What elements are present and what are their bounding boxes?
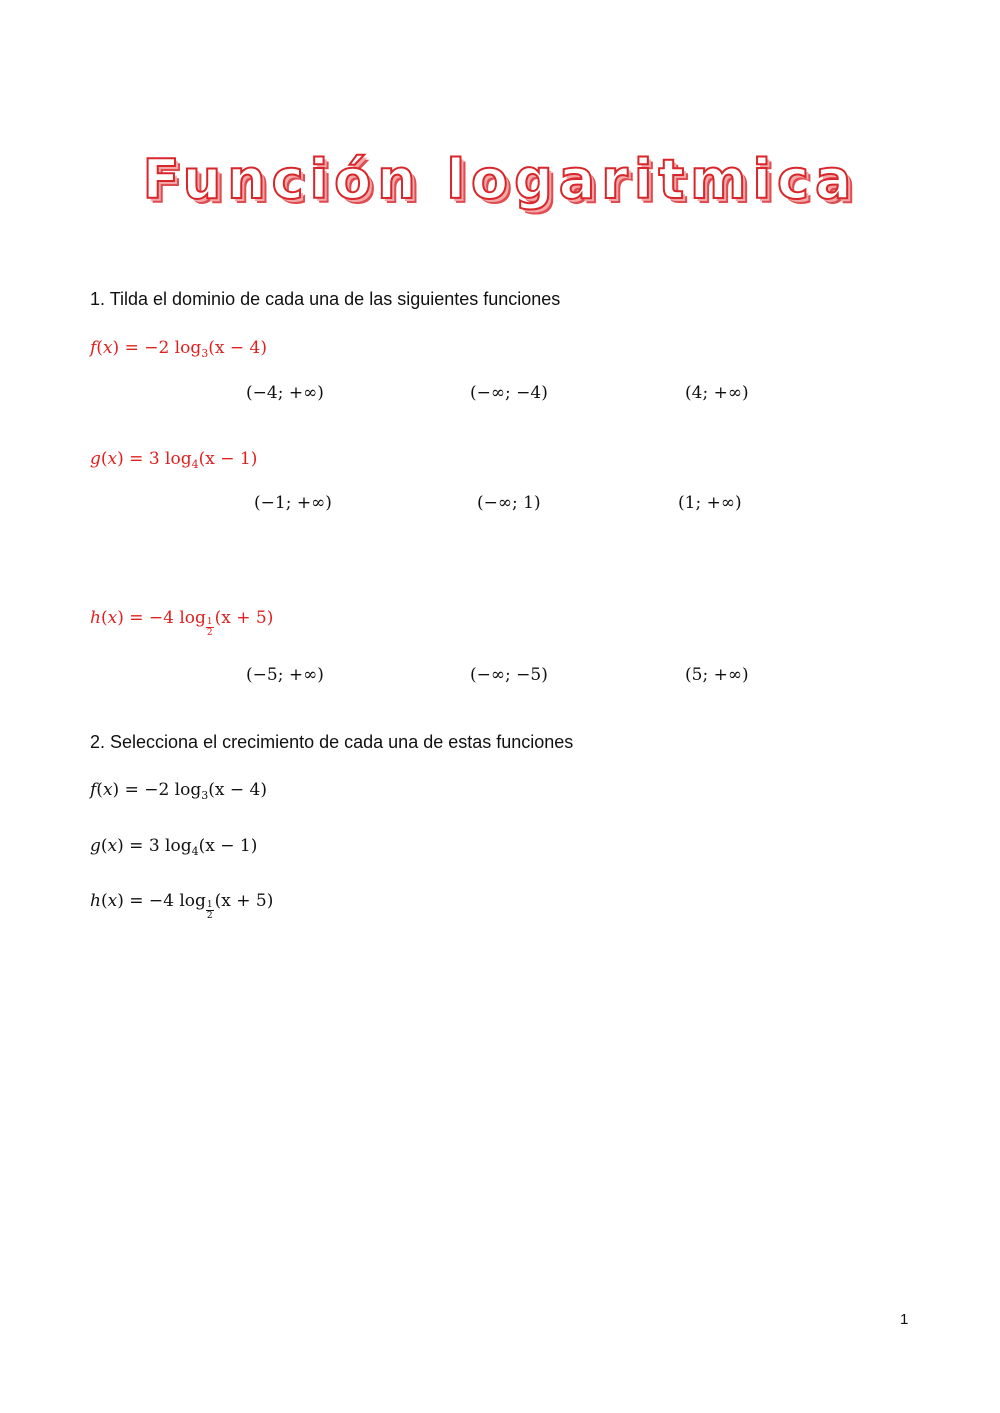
domain-option-h-1[interactable]: (−5; +∞) bbox=[246, 665, 324, 685]
domain-option-f-2[interactable]: (−∞; −4) bbox=[470, 383, 548, 403]
function-h-growth: h(x) = −4 log $\frac{1}{2}$ (x + 5) bbox=[90, 891, 274, 921]
question-1-prompt: 1. Tilda el dominio de cada una de las siguientes funciones bbox=[90, 289, 561, 309]
question-2-prompt: 2. Selecciona el crecimiento de cada una de estas funciones bbox=[90, 732, 574, 752]
function-g-growth: g(x) = 3 $\log_4(x - 1)$ bbox=[90, 836, 258, 858]
function-g-domain: g(x) = 3 $\log_4(x - 1)$ bbox=[90, 449, 258, 471]
domain-option-h-3[interactable]: (5; +∞) bbox=[685, 665, 749, 685]
function-h-domain: h(x) = −4 log $\frac{1}{2}$ (x + 5) bbox=[90, 608, 274, 638]
domain-option-f-3[interactable]: (4; +∞) bbox=[685, 383, 749, 403]
domain-option-h-2[interactable]: (−∞; −5) bbox=[470, 665, 548, 685]
domain-option-g-3[interactable]: (1; +∞) bbox=[678, 493, 742, 513]
domain-option-f-1[interactable]: (−4; +∞) bbox=[246, 383, 324, 403]
domain-option-g-2[interactable]: (−∞; 1) bbox=[477, 493, 541, 513]
function-f-growth: f(x) = −2 $\log_3(x - 4)$ bbox=[90, 780, 267, 802]
domain-option-g-1[interactable]: (−1; +∞) bbox=[254, 493, 332, 513]
page-title: Función logaritmica bbox=[142, 148, 858, 211]
function-f-domain: f(x) = −2 $\log_3(x - 4)$ bbox=[90, 338, 267, 360]
page-number: 1 bbox=[900, 1311, 909, 1328]
